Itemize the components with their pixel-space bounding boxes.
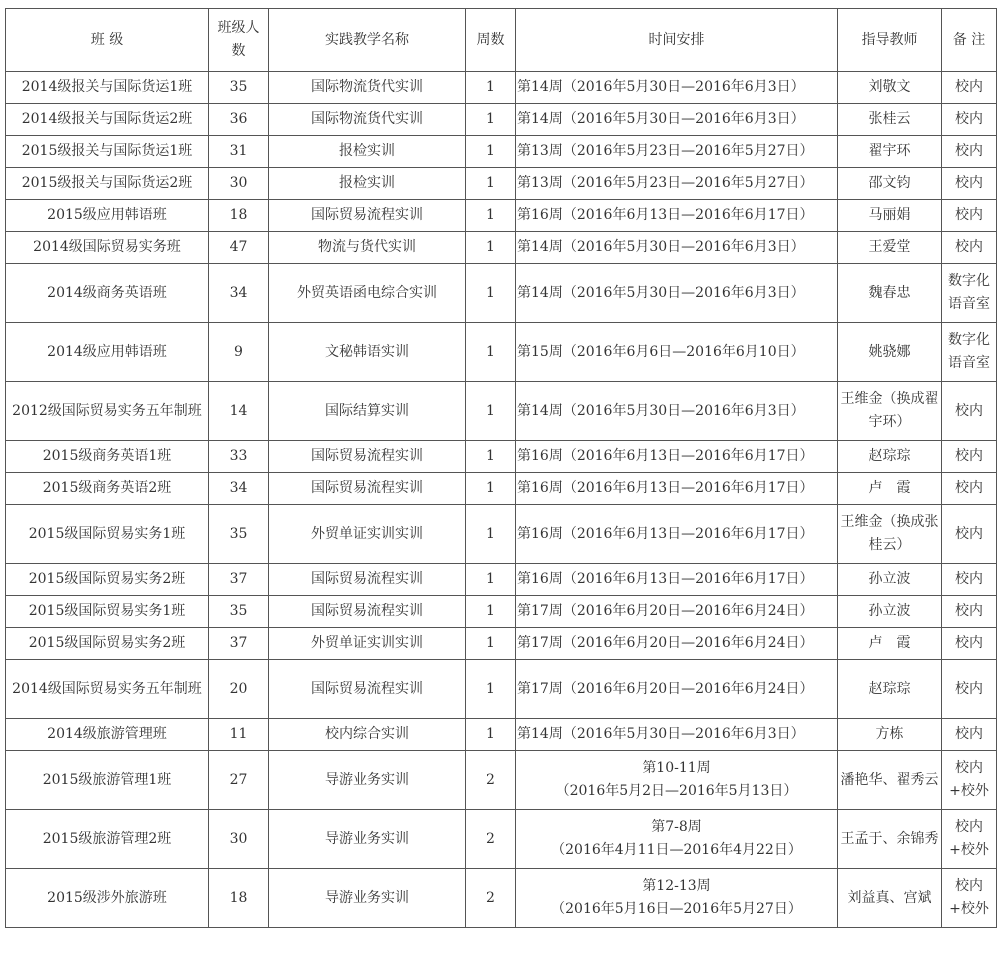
cell-class: 2015级国际贸易实务2班 — [6, 564, 209, 596]
cell-time: 第15周（2016年6月6日—2016年6月10日） — [516, 323, 838, 382]
cell-weeks: 1 — [466, 104, 516, 136]
table-row — [6, 473, 997, 505]
cell-class: 2015级涉外旅游班 — [6, 869, 209, 928]
table-row — [6, 869, 997, 928]
cell-note: 校内 — [942, 200, 997, 232]
cell-time: 第14周（2016年5月30日—2016年6月3日） — [516, 264, 838, 323]
cell-class: 2014级旅游管理班 — [6, 719, 209, 751]
cell-teacher: 王爱堂 — [838, 232, 942, 264]
cell-note: 数字化语音室 — [942, 323, 997, 382]
cell-count: 34 — [209, 473, 269, 505]
cell-time: 第13周（2016年5月23日—2016年5月27日） — [516, 136, 838, 168]
cell-teacher: 马丽娟 — [838, 200, 942, 232]
cell-teacher: 卢 霞 — [838, 473, 942, 505]
cell-note: 校内 — [942, 382, 997, 441]
cell-count: 9 — [209, 323, 269, 382]
cell-count: 11 — [209, 719, 269, 751]
header-row — [6, 9, 997, 72]
cell-time: 第14周（2016年5月30日—2016年6月3日） — [516, 232, 838, 264]
cell-course: 国际结算实训 — [269, 382, 466, 441]
cell-course: 外贸英语函电综合实训 — [269, 264, 466, 323]
cell-count: 35 — [209, 72, 269, 104]
cell-note: 数字化语音室 — [942, 264, 997, 323]
header-course: 实践教学名称 — [269, 9, 466, 72]
cell-time: 第17周（2016年6月20日—2016年6月24日） — [516, 660, 838, 719]
cell-note: 校内 — [942, 104, 997, 136]
cell-course: 报检实训 — [269, 168, 466, 200]
cell-time: 第16周（2016年6月13日—2016年6月17日） — [516, 441, 838, 473]
header-note: 备 注 — [942, 9, 997, 72]
cell-weeks: 2 — [466, 869, 516, 928]
cell-teacher: 姚骁娜 — [838, 323, 942, 382]
cell-course: 导游业务实训 — [269, 751, 466, 810]
table-row — [6, 810, 997, 869]
cell-weeks: 1 — [466, 596, 516, 628]
table-row — [6, 564, 997, 596]
cell-weeks: 1 — [466, 72, 516, 104]
cell-note: 校内 — [942, 441, 997, 473]
time-weeks-line: 第12-13周 — [642, 878, 711, 894]
cell-time: 第16周（2016年6月13日—2016年6月17日） — [516, 505, 838, 564]
cell-note: 校内 — [942, 660, 997, 719]
cell-teacher: 王维金（换成翟宇环） — [838, 382, 942, 441]
cell-class: 2015级商务英语2班 — [6, 473, 209, 505]
cell-course: 校内综合实训 — [269, 719, 466, 751]
cell-class: 2015级商务英语1班 — [6, 441, 209, 473]
cell-weeks: 1 — [466, 168, 516, 200]
cell-course: 物流与货代实训 — [269, 232, 466, 264]
cell-teacher: 魏春忠 — [838, 264, 942, 323]
cell-time: 第17周（2016年6月20日—2016年6月24日） — [516, 628, 838, 660]
cell-course: 国际贸易流程实训 — [269, 596, 466, 628]
cell-teacher: 刘敬文 — [838, 72, 942, 104]
cell-teacher: 孙立波 — [838, 564, 942, 596]
cell-weeks: 1 — [466, 719, 516, 751]
time-dates-line: （2016年4月11日—2016年4月22日） — [551, 842, 802, 858]
cell-teacher: 王维金（换成张桂云） — [838, 505, 942, 564]
cell-count: 35 — [209, 505, 269, 564]
cell-course: 国际贸易流程实训 — [269, 564, 466, 596]
cell-course: 国际物流货代实训 — [269, 104, 466, 136]
time-dates-line: （2016年5月2日—2016年5月13日） — [555, 783, 798, 799]
cell-count: 35 — [209, 596, 269, 628]
cell-course: 国际贸易流程实训 — [269, 441, 466, 473]
cell-count: 30 — [209, 810, 269, 869]
cell-teacher: 孙立波 — [838, 596, 942, 628]
cell-count: 37 — [209, 628, 269, 660]
cell-class: 2015级报关与国际货运1班 — [6, 136, 209, 168]
cell-count: 18 — [209, 869, 269, 928]
cell-course: 报检实训 — [269, 136, 466, 168]
cell-note: 校内 — [942, 473, 997, 505]
cell-teacher: 潘艳华、翟秀云 — [838, 751, 942, 810]
cell-count: 36 — [209, 104, 269, 136]
table-row — [6, 72, 997, 104]
cell-course: 导游业务实训 — [269, 869, 466, 928]
cell-time: 第16周（2016年6月13日—2016年6月17日） — [516, 473, 838, 505]
cell-weeks: 1 — [466, 323, 516, 382]
cell-teacher: 邵文钧 — [838, 168, 942, 200]
cell-teacher: 赵琮琮 — [838, 441, 942, 473]
cell-class: 2015级报关与国际货运2班 — [6, 168, 209, 200]
cell-teacher: 刘益真、宫斌 — [838, 869, 942, 928]
cell-weeks: 1 — [466, 232, 516, 264]
cell-count: 34 — [209, 264, 269, 323]
cell-time — [516, 751, 838, 810]
cell-weeks: 1 — [466, 505, 516, 564]
cell-time: 第16周（2016年6月13日—2016年6月17日） — [516, 200, 838, 232]
cell-time: 第14周（2016年5月30日—2016年6月3日） — [516, 719, 838, 751]
cell-time: 第13周（2016年5月23日—2016年5月27日） — [516, 168, 838, 200]
table-row — [6, 323, 997, 382]
cell-course: 国际贸易流程实训 — [269, 200, 466, 232]
cell-time: 第16周（2016年6月13日—2016年6月17日） — [516, 564, 838, 596]
cell-class: 2015级应用韩语班 — [6, 200, 209, 232]
cell-class: 2012级国际贸易实务五年制班 — [6, 382, 209, 441]
table-row — [6, 104, 997, 136]
table-row — [6, 719, 997, 751]
cell-note: 校内+校外 — [942, 810, 997, 869]
table-row — [6, 628, 997, 660]
cell-time: 第14周（2016年5月30日—2016年6月3日） — [516, 382, 838, 441]
cell-course: 国际物流货代实训 — [269, 72, 466, 104]
cell-note: 校内 — [942, 168, 997, 200]
cell-weeks: 1 — [466, 382, 516, 441]
cell-teacher: 张桂云 — [838, 104, 942, 136]
table-row — [6, 232, 997, 264]
cell-count: 47 — [209, 232, 269, 264]
cell-note: 校内+校外 — [942, 869, 997, 928]
cell-count: 14 — [209, 382, 269, 441]
cell-count: 33 — [209, 441, 269, 473]
table-row — [6, 660, 997, 719]
cell-course: 国际贸易流程实训 — [269, 473, 466, 505]
cell-class: 2015级国际贸易实务1班 — [6, 505, 209, 564]
table-row — [6, 200, 997, 232]
cell-class: 2014级商务英语班 — [6, 264, 209, 323]
practice-schedule-table — [5, 8, 997, 928]
cell-weeks: 1 — [466, 660, 516, 719]
cell-note: 校内 — [942, 596, 997, 628]
cell-time: 第14周（2016年5月30日—2016年6月3日） — [516, 72, 838, 104]
cell-weeks: 2 — [466, 810, 516, 869]
cell-teacher: 赵琮琮 — [838, 660, 942, 719]
cell-teacher: 方栋 — [838, 719, 942, 751]
cell-class: 2014级应用韩语班 — [6, 323, 209, 382]
cell-class: 2014级报关与国际货运1班 — [6, 72, 209, 104]
cell-course: 国际贸易流程实训 — [269, 660, 466, 719]
cell-weeks: 1 — [466, 564, 516, 596]
cell-count: 31 — [209, 136, 269, 168]
header-weeks: 周数 — [466, 9, 516, 72]
cell-time — [516, 810, 838, 869]
cell-weeks: 1 — [466, 264, 516, 323]
cell-note: 校内 — [942, 232, 997, 264]
table-row — [6, 596, 997, 628]
cell-count: 30 — [209, 168, 269, 200]
header-time: 时间安排 — [516, 9, 838, 72]
cell-course: 导游业务实训 — [269, 810, 466, 869]
cell-note: 校内 — [942, 136, 997, 168]
cell-note: 校内+校外 — [942, 751, 997, 810]
cell-time: 第17周（2016年6月20日—2016年6月24日） — [516, 596, 838, 628]
cell-class: 2014级国际贸易实务五年制班 — [6, 660, 209, 719]
time-weeks-line: 第10-11周 — [642, 760, 711, 776]
cell-note: 校内 — [942, 719, 997, 751]
cell-course: 文秘韩语实训 — [269, 323, 466, 382]
cell-note: 校内 — [942, 564, 997, 596]
table-row — [6, 441, 997, 473]
cell-weeks: 1 — [466, 136, 516, 168]
time-weeks-line: 第7-8周 — [651, 819, 702, 835]
header-class: 班 级 — [6, 9, 209, 72]
cell-weeks: 2 — [466, 751, 516, 810]
header-count: 班级人数 — [209, 9, 269, 72]
cell-class: 2015级国际贸易实务2班 — [6, 628, 209, 660]
cell-teacher: 王孟于、余锦秀 — [838, 810, 942, 869]
cell-note: 校内 — [942, 72, 997, 104]
cell-count: 18 — [209, 200, 269, 232]
cell-weeks: 1 — [466, 628, 516, 660]
cell-note: 校内 — [942, 628, 997, 660]
cell-time — [516, 869, 838, 928]
table-row — [6, 168, 997, 200]
cell-note: 校内 — [942, 505, 997, 564]
cell-count: 27 — [209, 751, 269, 810]
cell-class: 2014级国际贸易实务班 — [6, 232, 209, 264]
table-row — [6, 136, 997, 168]
cell-course: 外贸单证实训实训 — [269, 628, 466, 660]
cell-class: 2015级国际贸易实务1班 — [6, 596, 209, 628]
cell-weeks: 1 — [466, 441, 516, 473]
time-dates-line: （2016年5月16日—2016年5月27日） — [551, 901, 802, 917]
cell-weeks: 1 — [466, 473, 516, 505]
header-teacher: 指导教师 — [838, 9, 942, 72]
cell-weeks: 1 — [466, 200, 516, 232]
table-row — [6, 264, 997, 323]
cell-teacher: 翟宇环 — [838, 136, 942, 168]
cell-count: 37 — [209, 564, 269, 596]
table-row — [6, 505, 997, 564]
cell-class: 2015级旅游管理1班 — [6, 751, 209, 810]
cell-time: 第14周（2016年5月30日—2016年6月3日） — [516, 104, 838, 136]
table-row — [6, 382, 997, 441]
cell-class: 2014级报关与国际货运2班 — [6, 104, 209, 136]
table-row — [6, 751, 997, 810]
cell-class: 2015级旅游管理2班 — [6, 810, 209, 869]
cell-course: 外贸单证实训实训 — [269, 505, 466, 564]
cell-teacher: 卢 霞 — [838, 628, 942, 660]
cell-count: 20 — [209, 660, 269, 719]
